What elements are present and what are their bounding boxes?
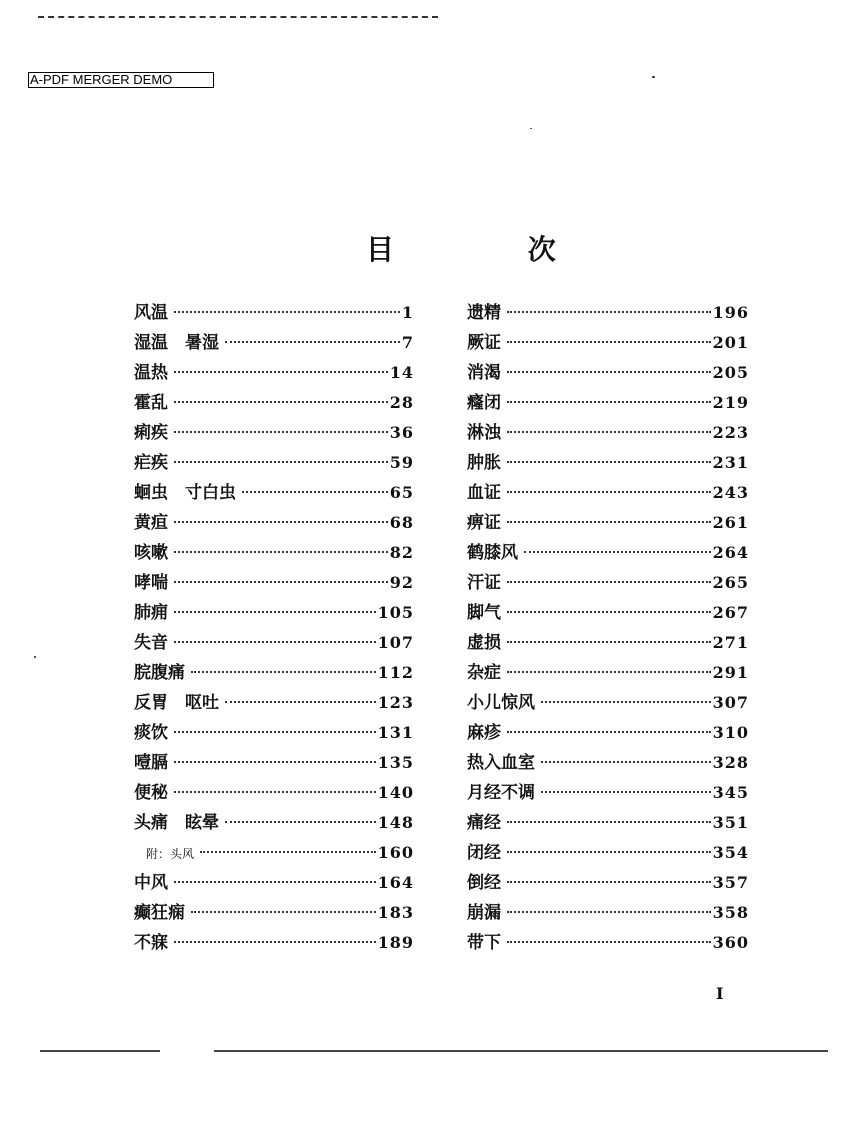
toc-entry xyxy=(467,688,749,718)
dot-leader xyxy=(507,851,711,853)
toc-entry-label: 噎膈 xyxy=(134,753,168,773)
toc-entry-label: 肺痈 xyxy=(134,603,168,623)
toc-entry xyxy=(467,928,749,958)
toc-entry-page: 107 xyxy=(377,633,414,652)
toc-entry-page: 271 xyxy=(712,633,749,652)
dot-leader xyxy=(507,491,711,493)
dot-leader xyxy=(174,521,388,523)
dot-leader xyxy=(174,641,376,643)
dot-leader xyxy=(541,761,711,763)
toc-entry xyxy=(134,778,414,808)
toc-entry-page: 219 xyxy=(712,393,749,412)
dot-leader xyxy=(174,941,376,943)
toc-entry xyxy=(467,868,749,898)
toc-entry xyxy=(134,838,414,868)
toc-entry xyxy=(467,598,749,628)
toc-entry xyxy=(134,658,414,688)
dot-leader xyxy=(507,911,711,913)
toc-entry-label: 痛经 xyxy=(467,813,501,833)
toc-entry-label: 虚损 xyxy=(467,633,501,653)
toc-entry-page: 264 xyxy=(712,543,749,562)
toc-entry xyxy=(134,868,414,898)
dot-leader xyxy=(191,671,376,673)
toc-entry xyxy=(467,508,749,538)
dot-leader xyxy=(174,401,388,403)
toc-entry xyxy=(134,628,414,658)
dot-leader xyxy=(524,551,711,553)
toc-entry-label: 闭经 xyxy=(467,843,501,863)
dot-leader xyxy=(541,791,711,793)
toc-entry-page: 160 xyxy=(377,843,414,862)
toc-entry-page: 267 xyxy=(712,603,749,622)
watermark-label: A-PDF MERGER DEMO xyxy=(28,72,214,88)
dot-leader xyxy=(174,581,388,583)
toc-entry-label: 中风 xyxy=(134,873,168,893)
toc-entry xyxy=(134,388,414,418)
toc-entry xyxy=(467,328,749,358)
toc-entry xyxy=(134,898,414,928)
toc-entry-page: 164 xyxy=(377,873,414,892)
toc-entry-page: 148 xyxy=(377,813,414,832)
toc-entry-label: 脚气 xyxy=(467,603,501,623)
top-dashed-rule xyxy=(38,16,438,18)
toc-entry-page: 358 xyxy=(712,903,749,922)
dot-leader xyxy=(174,731,376,733)
toc-entry xyxy=(134,598,414,628)
toc-entry-label: 鹤膝风 xyxy=(467,543,518,563)
toc-entry-page: 345 xyxy=(712,783,749,802)
toc-entry-label: 失音 xyxy=(134,633,168,653)
toc-entry-label: 消渴 xyxy=(467,363,501,383)
toc-entry-label: 便秘 xyxy=(134,783,168,803)
dot-leader xyxy=(507,341,711,343)
toc-entry-label: 痹证 xyxy=(467,513,501,533)
toc-entry-page: 354 xyxy=(712,843,749,862)
toc-entry-page: 357 xyxy=(712,873,749,892)
toc-entry-page: 196 xyxy=(712,303,749,322)
dot-leader xyxy=(507,521,711,523)
toc-entry xyxy=(467,718,749,748)
toc-entry xyxy=(467,388,749,418)
toc-entry-label: 哮喘 xyxy=(134,573,168,593)
dot-leader xyxy=(225,341,400,343)
toc-entry-label: 反胃 呕吐 xyxy=(134,693,219,713)
toc-entry-label: 汗证 xyxy=(467,573,501,593)
toc-entry xyxy=(134,538,414,568)
toc-entry xyxy=(467,478,749,508)
toc-entry-label: 蛔虫 寸白虫 xyxy=(134,483,236,503)
dot-leader xyxy=(225,821,376,823)
dot-leader xyxy=(507,641,711,643)
toc-entry-page: 131 xyxy=(377,723,414,742)
toc-entry-label: 厥证 xyxy=(467,333,501,353)
toc-entry xyxy=(467,658,749,688)
toc-entry-page: 59 xyxy=(389,453,414,472)
toc-entry-label: 头痛 眩晕 xyxy=(134,813,219,833)
toc-entry xyxy=(467,778,749,808)
toc-entry xyxy=(467,448,749,478)
toc-entry-label: 癃闭 xyxy=(467,393,501,413)
toc-entry-page: 183 xyxy=(377,903,414,922)
scan-speck xyxy=(652,76,655,78)
toc-entry-label: 带下 xyxy=(467,933,501,953)
toc-entry-label: 小儿惊风 xyxy=(467,693,535,713)
toc-entry-label: 霍乱 xyxy=(134,393,168,413)
toc-entry-label: 血证 xyxy=(467,483,501,503)
toc-title: 目 次 xyxy=(366,233,618,266)
bottom-rule xyxy=(40,1050,160,1052)
toc-entry-page: 231 xyxy=(712,453,749,472)
toc-entry-page: 92 xyxy=(389,573,414,592)
toc-entry-page: 68 xyxy=(389,513,414,532)
toc-entry-label: 肿胀 xyxy=(467,453,501,473)
toc-entry-page: 291 xyxy=(712,663,749,682)
toc-entry xyxy=(134,808,414,838)
toc-entry xyxy=(467,298,749,328)
dot-leader xyxy=(174,311,400,313)
toc-entry xyxy=(134,748,414,778)
toc-entry xyxy=(467,898,749,928)
toc-entry-page: 351 xyxy=(712,813,749,832)
dot-leader xyxy=(507,881,711,883)
dot-leader xyxy=(242,491,388,493)
dot-leader xyxy=(174,761,376,763)
dot-leader xyxy=(507,731,711,733)
dot-leader xyxy=(507,671,711,673)
bottom-rule xyxy=(214,1050,828,1052)
dot-leader xyxy=(174,791,376,793)
dot-leader xyxy=(174,611,376,613)
toc-entry xyxy=(467,418,749,448)
toc-entry-label: 癫狂痫 xyxy=(134,903,185,923)
dot-leader xyxy=(174,551,388,553)
dot-leader xyxy=(541,701,711,703)
toc-entry xyxy=(467,808,749,838)
toc-entry-label: 热入血室 xyxy=(467,753,535,773)
toc-entry-page: 360 xyxy=(712,933,749,952)
toc-entry-label: 附：头风 xyxy=(146,847,195,861)
toc-entry-label: 麻疹 xyxy=(467,723,501,743)
toc-entry-label: 月经不调 xyxy=(467,783,535,803)
dot-leader xyxy=(507,821,711,823)
dot-leader xyxy=(174,371,388,373)
dot-leader xyxy=(225,701,376,703)
toc-entry-page: 36 xyxy=(389,423,414,442)
toc-entry-page: 1 xyxy=(401,303,414,322)
toc-entry xyxy=(134,688,414,718)
dot-leader xyxy=(507,401,711,403)
dot-leader xyxy=(507,611,711,613)
toc-entry-page: 261 xyxy=(712,513,749,532)
toc-entry xyxy=(467,538,749,568)
toc-entry-label: 痢疾 xyxy=(134,423,168,443)
toc-entry-label: 遗精 xyxy=(467,303,501,323)
toc-entry-label: 淋浊 xyxy=(467,423,501,443)
toc-entry-page: 328 xyxy=(712,753,749,772)
toc-entry xyxy=(467,628,749,658)
toc-entry-page: 14 xyxy=(389,363,414,382)
toc-entry xyxy=(134,328,414,358)
toc-entry xyxy=(134,478,414,508)
toc-entry-label: 崩漏 xyxy=(467,903,501,923)
toc-entry-page: 140 xyxy=(377,783,414,802)
toc-entry-page: 189 xyxy=(377,933,414,952)
toc-entry-page: 7 xyxy=(401,333,414,352)
toc-entry-label: 不寐 xyxy=(134,933,168,953)
toc-entry-page: 123 xyxy=(377,693,414,712)
toc-entry-page: 65 xyxy=(389,483,414,502)
toc-entry-page: 201 xyxy=(712,333,749,352)
toc-entry-page: 307 xyxy=(712,693,749,712)
toc-entry xyxy=(134,508,414,538)
toc-entry xyxy=(467,838,749,868)
toc-entry-page: 112 xyxy=(377,663,414,682)
dot-leader xyxy=(200,851,376,853)
toc-entry-label: 温热 xyxy=(134,363,168,383)
toc-entry xyxy=(134,718,414,748)
toc-entry-page: 310 xyxy=(712,723,749,742)
toc-entry xyxy=(134,298,414,328)
toc-entry xyxy=(134,448,414,478)
toc-right-column xyxy=(467,298,749,958)
toc-entry-page: 265 xyxy=(712,573,749,592)
toc-entry-page: 105 xyxy=(377,603,414,622)
page-number: I xyxy=(716,984,724,1003)
dot-leader xyxy=(174,881,376,883)
toc-entry-label: 黄疸 xyxy=(134,513,168,533)
toc-entry-page: 205 xyxy=(712,363,749,382)
toc-entry-page: 28 xyxy=(389,393,414,412)
toc-entry xyxy=(467,748,749,778)
toc-entry-label: 风温 xyxy=(134,303,168,323)
dot-leader xyxy=(174,431,388,433)
toc-entry xyxy=(134,358,414,388)
dot-leader xyxy=(174,461,388,463)
toc-entry-label: 倒经 xyxy=(467,873,501,893)
dot-leader xyxy=(507,461,711,463)
toc-entry-page: 223 xyxy=(712,423,749,442)
toc-entry-page: 82 xyxy=(389,543,414,562)
dot-leader xyxy=(191,911,376,913)
toc-entry-label: 疟疾 xyxy=(134,453,168,473)
scan-speck xyxy=(34,656,36,658)
toc-left-column xyxy=(134,298,414,958)
toc-entry-label: 咳嗽 xyxy=(134,543,168,563)
toc-entry-label: 杂症 xyxy=(467,663,501,683)
dot-leader xyxy=(507,431,711,433)
toc-entry xyxy=(134,418,414,448)
toc-entry-label: 痰饮 xyxy=(134,723,168,743)
toc-entry xyxy=(467,568,749,598)
dot-leader xyxy=(507,581,711,583)
toc-entry-label: 脘腹痛 xyxy=(134,663,185,683)
toc-entry-label: 湿温 暑湿 xyxy=(134,333,219,353)
toc-entry-page: 135 xyxy=(377,753,414,772)
scan-speck xyxy=(530,128,532,129)
dot-leader xyxy=(507,371,711,373)
toc-entry xyxy=(467,358,749,388)
dot-leader xyxy=(507,941,711,943)
toc-entry xyxy=(134,568,414,598)
toc-entry-page: 243 xyxy=(712,483,749,502)
dot-leader xyxy=(507,311,711,313)
toc-entry xyxy=(134,928,414,958)
